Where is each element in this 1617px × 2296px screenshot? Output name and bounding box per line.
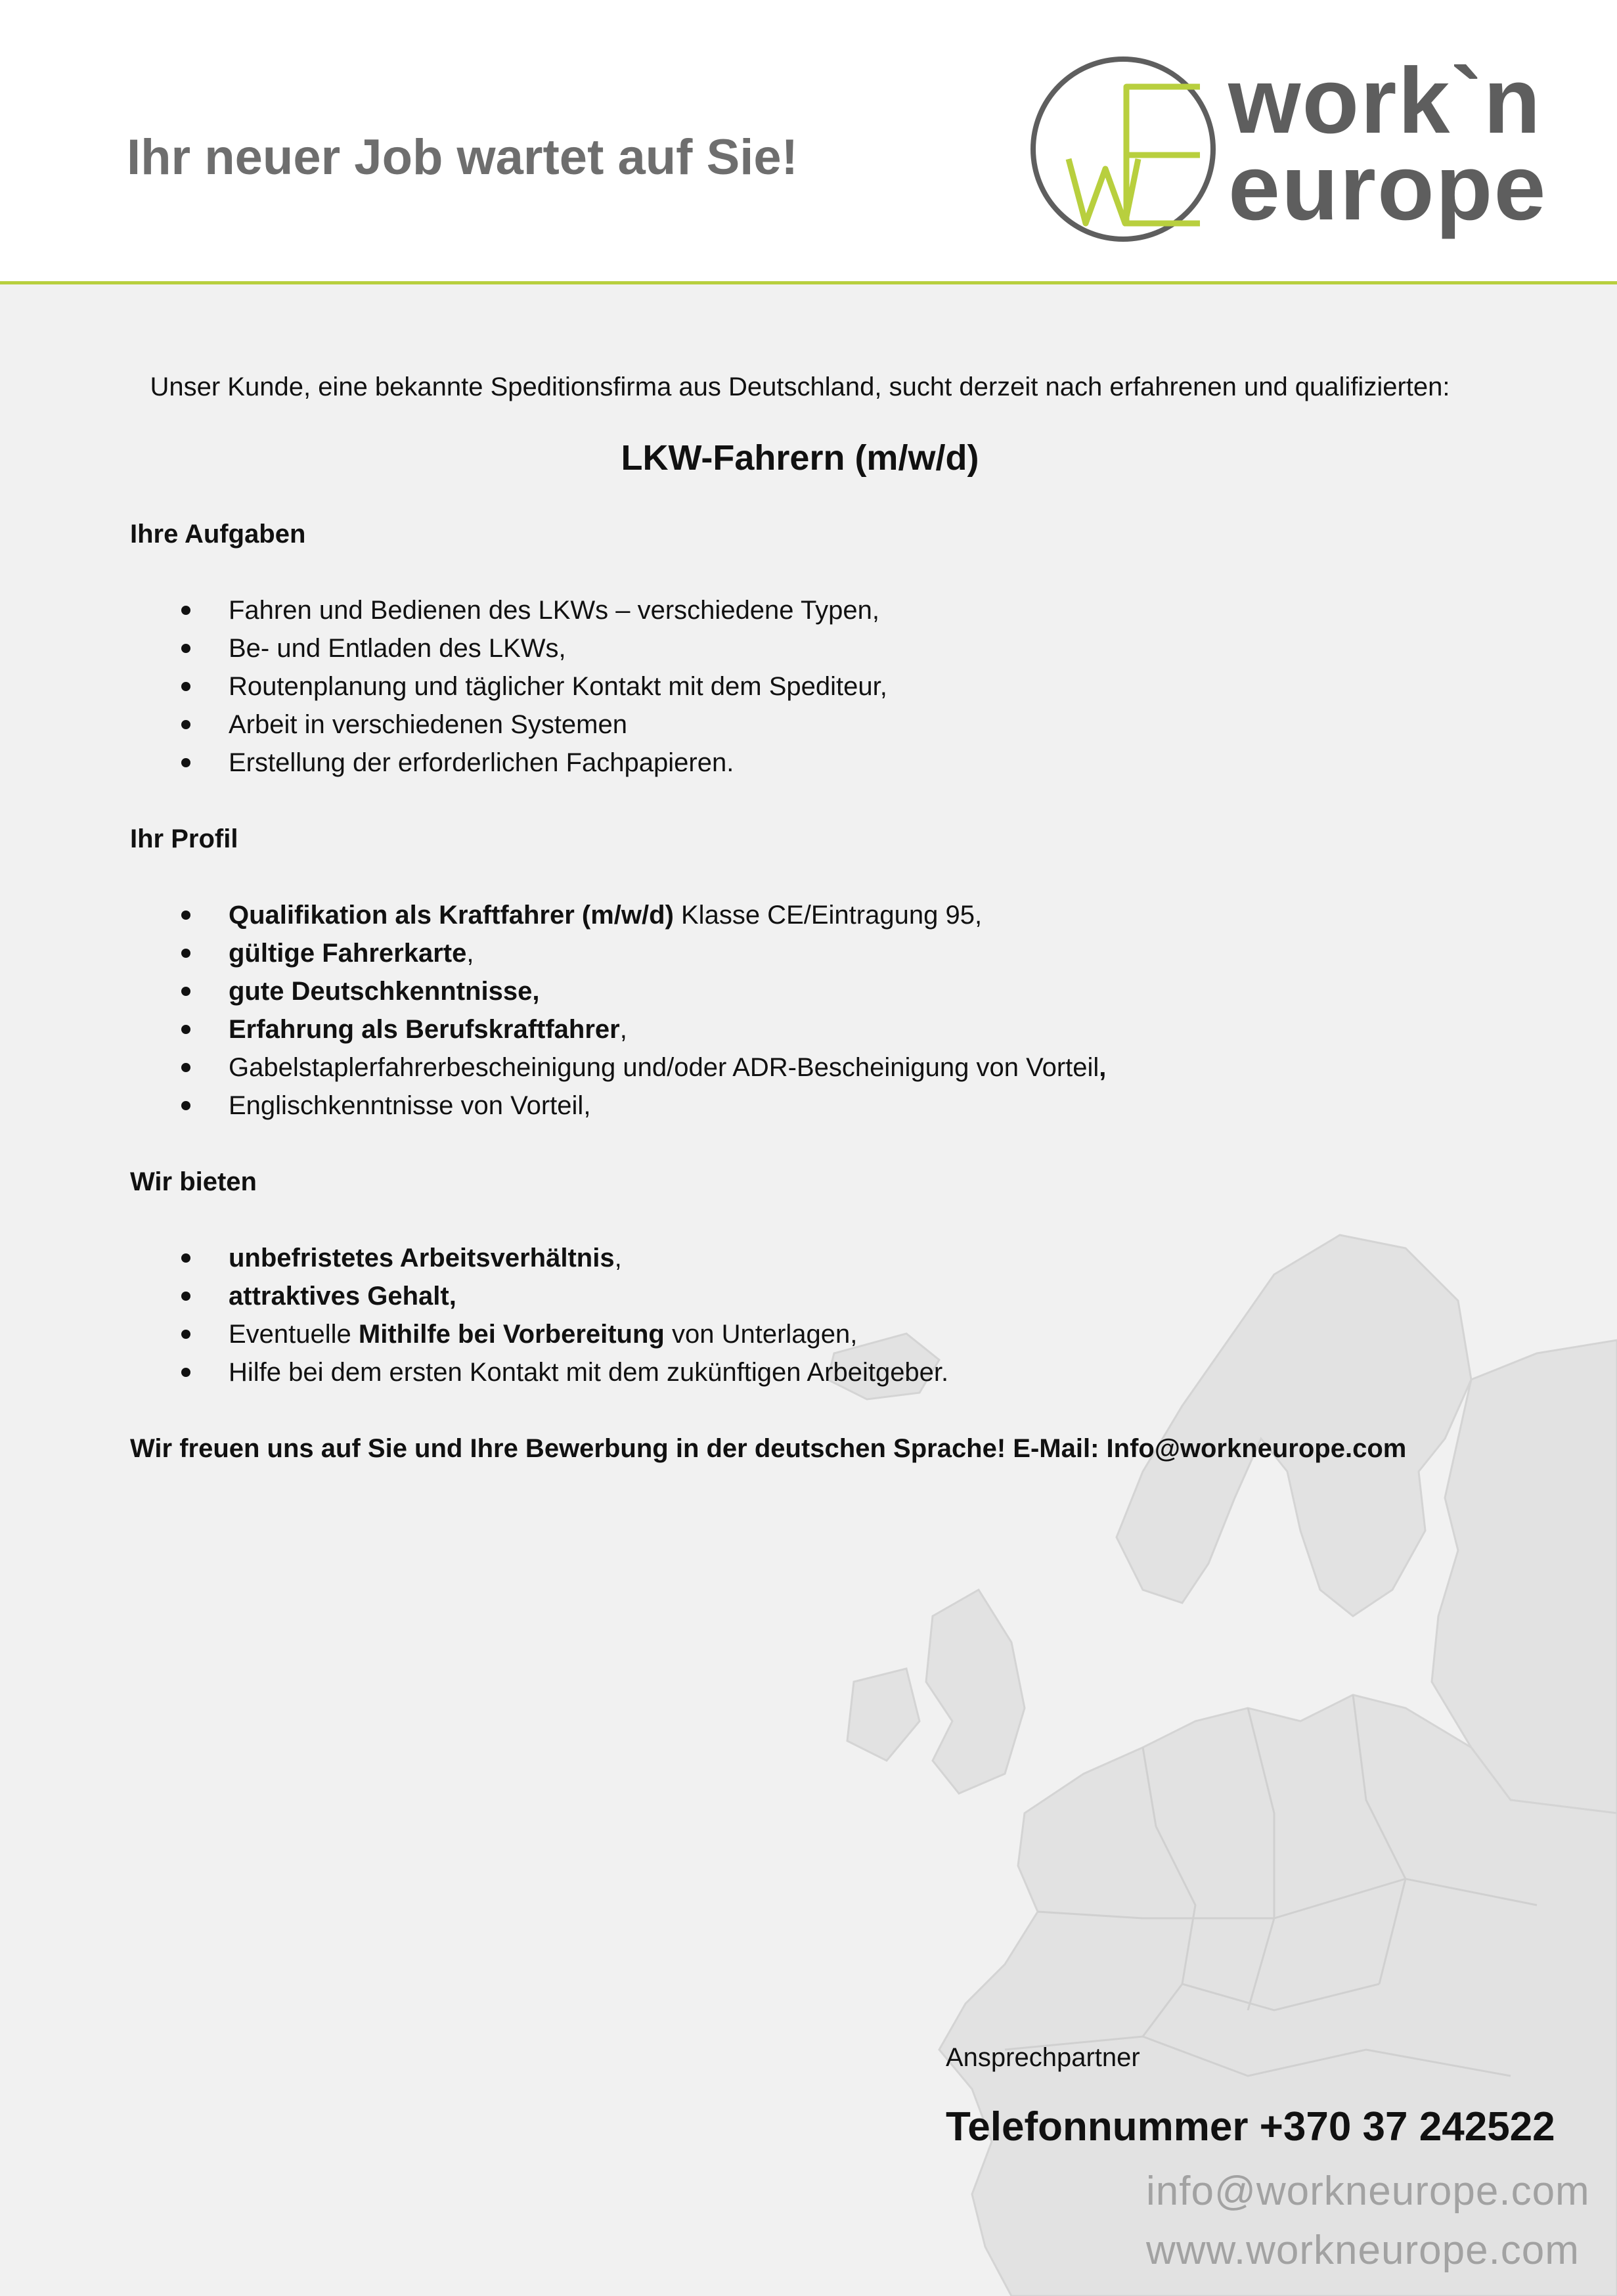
bullet-icon xyxy=(181,1253,190,1263)
bullet-icon xyxy=(181,758,190,767)
closing-text: Wir freuen uns auf Sie und Ihre Bewerbung in der deutschen Sprache! E-Mail: Info@workneurope.com xyxy=(130,1434,1407,1463)
list-item: Erfahrung als Berufskraftfahrer, xyxy=(130,1010,1487,1048)
tasks-list xyxy=(130,591,1487,782)
header-tagline: Ihr neuer Job wartet auf Sie! xyxy=(127,129,798,185)
bullet-icon xyxy=(181,682,190,691)
workneurope-logo-icon xyxy=(1028,54,1218,244)
bullet-icon xyxy=(181,644,190,653)
bullet-icon xyxy=(181,1368,190,1377)
contact-website-link[interactable]: www.workneurope.com xyxy=(1146,2228,1580,2273)
list-item: Routenplanung und täglicher Kontakt mit dem Spediteur, xyxy=(130,667,1487,706)
profile-list xyxy=(130,896,1487,1125)
list-item: Englischkenntnisse von Vorteil, xyxy=(130,1087,1487,1125)
list-item: Be- und Entladen des LKWs, xyxy=(130,629,1487,667)
logo-wordmark-line2: europe xyxy=(1228,135,1547,240)
contact-phone: Telefonnummer +370 37 242522 xyxy=(946,2104,1555,2150)
job-posting-body xyxy=(130,368,1487,1468)
list-item: unbefristetes Arbeitsverhältnis, xyxy=(130,1239,1487,1277)
bullet-icon xyxy=(181,1025,190,1034)
bullet-icon xyxy=(181,949,190,958)
bullet-icon xyxy=(181,606,190,615)
bullet-icon xyxy=(181,987,190,996)
job-title: LKW-Fahrern (m/w/d) xyxy=(621,438,979,478)
offer-list xyxy=(130,1239,1487,1391)
list-item: attraktives Gehalt, xyxy=(130,1277,1487,1315)
list-item: Eventuelle Mithilfe bei Vorbereitung von Unterlagen, xyxy=(130,1315,1487,1353)
list-item: Erstellung der erforderlichen Fachpapieren. xyxy=(130,744,1487,782)
page-header xyxy=(0,0,1617,284)
list-item: Fahren und Bedienen des LKWs – verschiedene Typen, xyxy=(130,591,1487,629)
list-item: Hilfe bei dem ersten Kontakt mit dem zukünftigen Arbeitgeber. xyxy=(130,1353,1487,1391)
bullet-icon xyxy=(181,1292,190,1301)
bullet-icon xyxy=(181,1330,190,1339)
list-item: gültige Fahrerkarte, xyxy=(130,934,1487,972)
bullet-icon xyxy=(181,1063,190,1072)
bullet-icon xyxy=(181,911,190,920)
list-item: Qualifikation als Kraftfahrer (m/w/d) Klasse CE/Eintragung 95, xyxy=(130,896,1487,934)
tasks-heading: Ihre Aufgaben xyxy=(130,520,306,549)
offer-heading: Wir bieten xyxy=(130,1167,257,1196)
contact-email-link[interactable]: info@workneurope.com xyxy=(1146,2169,1590,2214)
profile-heading: Ihr Profil xyxy=(130,824,238,853)
logo-wordmark xyxy=(1228,49,1547,240)
bullet-icon xyxy=(181,1101,190,1110)
intro-text: Unser Kunde, eine bekannte Speditionsfirma aus Deutschland, sucht derzeit nach erfahrenen und qualifizierten: xyxy=(150,372,1450,401)
list-item: Arbeit in verschiedenen Systemen xyxy=(130,706,1487,744)
logo-wordmark-line1: work`n xyxy=(1228,49,1542,153)
contact-label: Ansprechpartner xyxy=(946,2043,1140,2072)
list-item: Gabelstaplerfahrerbescheinigung und/oder ADR-Bescheinigung von Vorteil, xyxy=(130,1048,1487,1087)
bullet-icon xyxy=(181,720,190,729)
list-item: gute Deutschkenntnisse, xyxy=(130,972,1487,1010)
